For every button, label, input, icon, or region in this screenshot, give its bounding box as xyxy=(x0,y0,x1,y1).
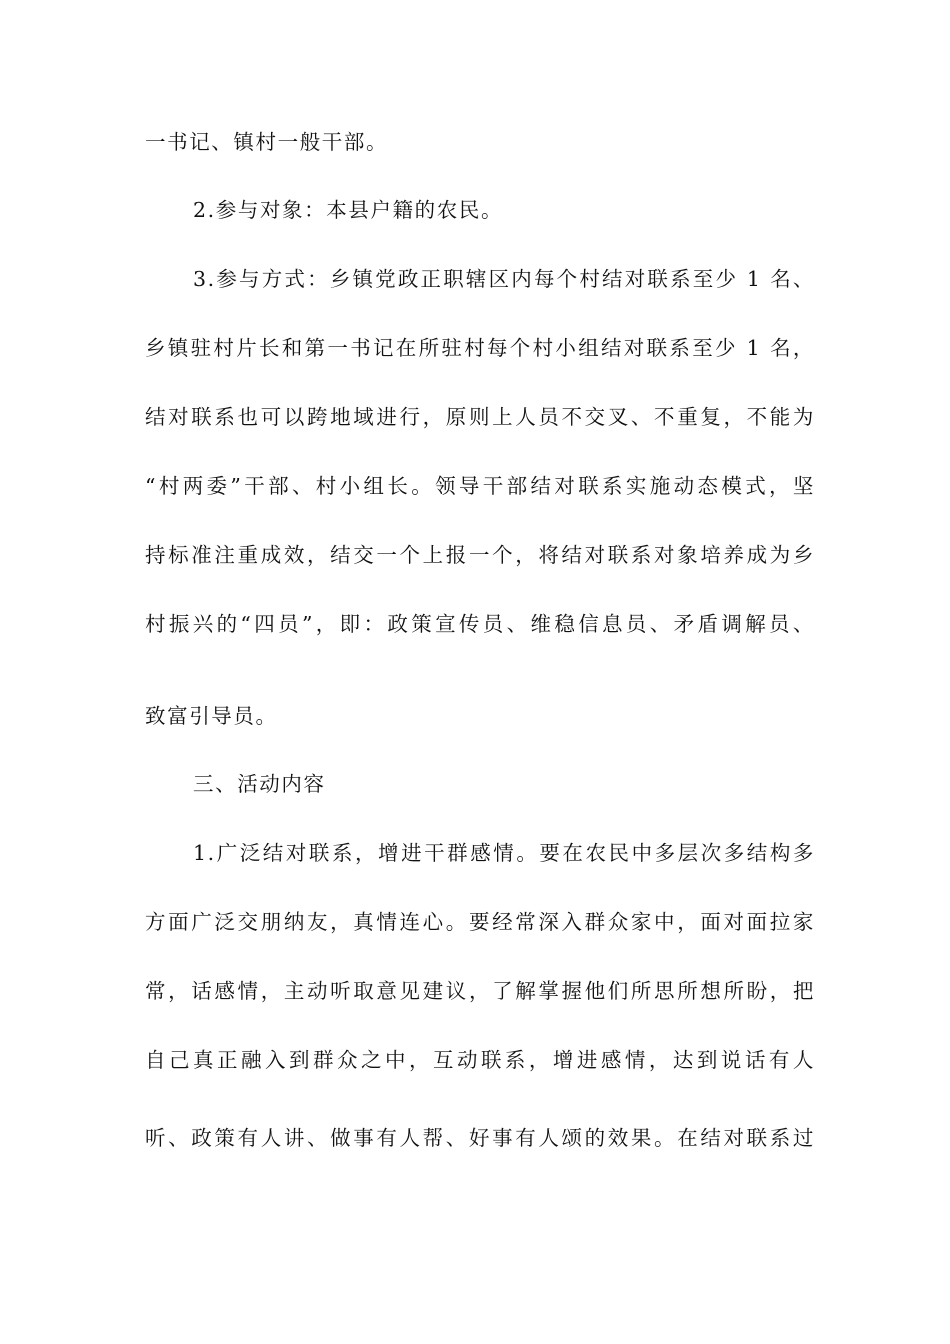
text-line-14: 自己真正融入到群众之中，互动联系，增进感情，达到说话有人 xyxy=(145,1048,815,1072)
text-line-11: 1.广泛结对联系，增进干群感情。要在农民中多层次多结构多 xyxy=(193,841,815,865)
text-line-2: 2.参与对象：本县户籍的农民。 xyxy=(193,198,504,222)
text-line-3: 3.参与方式：乡镇党政正职辖区内每个村结对联系至少 1 名、 xyxy=(193,267,815,291)
text-line-5: 结对联系也可以跨地域进行，原则上人员不交叉、不重复，不能为 xyxy=(145,405,815,429)
text-line-13: 常，话感情，主动听取意见建议，了解掌握他们所思所想所盼，把 xyxy=(145,979,815,1003)
text-line-7: 持标准注重成效，结交一个上报一个，将结对联系对象培养成为乡 xyxy=(145,543,815,567)
section-heading: 三、活动内容 xyxy=(193,772,326,796)
text-line-6: “村两委”干部、村小组长。领导干部结对联系实施动态模式，坚 xyxy=(145,474,815,498)
text-line-15: 听、政策有人讲、做事有人帮、好事有人颂的效果。在结对联系过 xyxy=(145,1126,815,1150)
text-line-12: 方面广泛交朋纳友，真情连心。要经常深入群众家中，面对面拉家 xyxy=(145,910,815,934)
text-line-4: 乡镇驻村片长和第一书记在所驻村每个村小组结对联系至少 1 名， xyxy=(145,336,815,360)
text-line-8: 村振兴的“四员”，即：政策宣传员、维稳信息员、矛盾调解员、 xyxy=(145,612,815,636)
text-line-1: 一书记、镇村一般干部。 xyxy=(145,130,389,154)
text-line-9: 致富引导员。 xyxy=(145,704,278,728)
